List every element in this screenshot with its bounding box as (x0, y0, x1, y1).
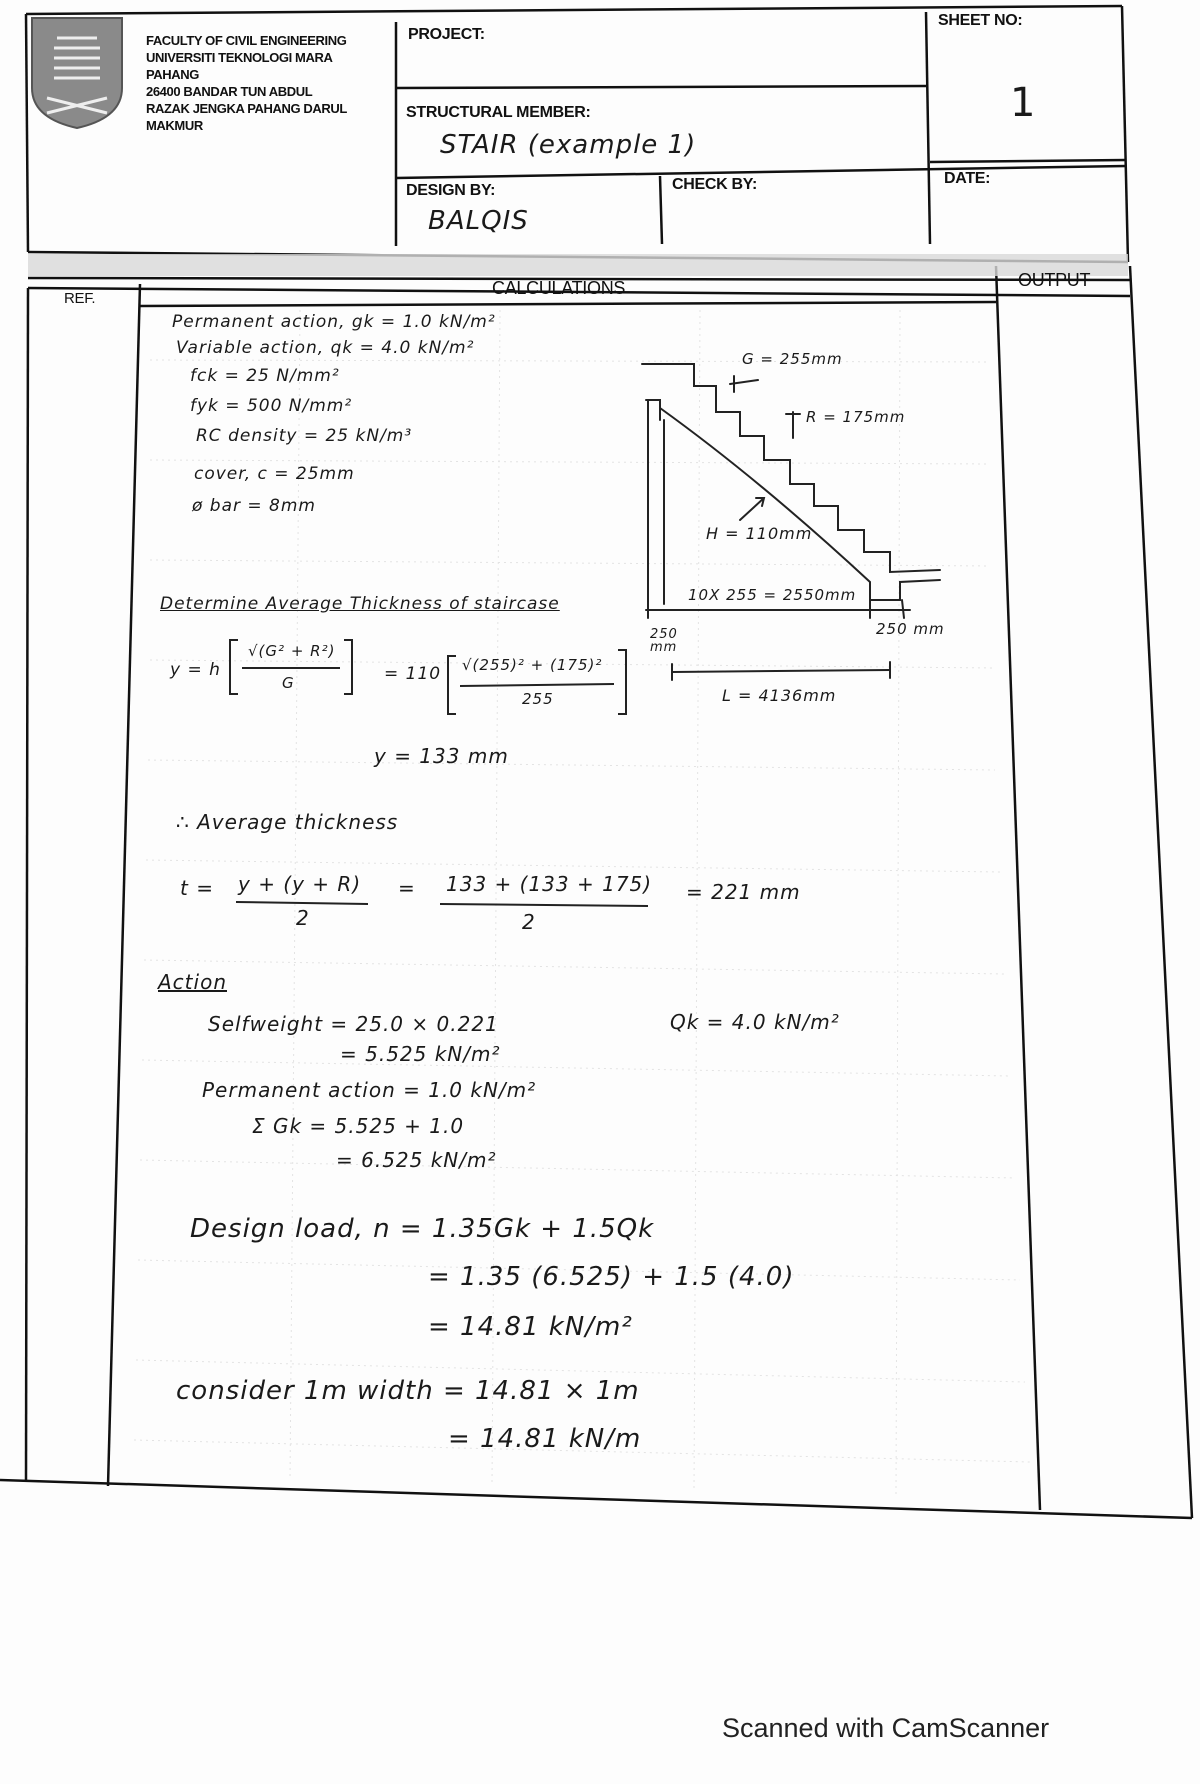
t-result: = 221 mm (686, 880, 801, 904)
y-formula-equals: = 110 (384, 664, 442, 684)
project-label: PROJECT: (408, 26, 485, 43)
ref-column-heading: REF. (64, 290, 96, 307)
y-result: y = 133 mm (374, 744, 509, 768)
structural-member-value: STAIR (example 1) (440, 130, 697, 160)
t-formula-numerator: y + (y + R) (238, 872, 362, 896)
output-column-heading: OUTPUT (1018, 270, 1091, 290)
t-formula-lhs: t = (180, 876, 214, 900)
diagram-left-landing: 250 mm (650, 627, 678, 655)
y-formula-denominator: G (282, 674, 295, 692)
scanner-watermark: Scanned with CamScanner (722, 1713, 1050, 1743)
t-substituted-denominator: 2 (522, 910, 536, 934)
diagram-length: L = 4136mm (722, 686, 837, 705)
y-substituted-denominator: 255 (522, 690, 554, 708)
selfweight-line-1: Selfweight = 25.0 × 0.221 (208, 1012, 499, 1036)
structural-member-label: STRUCTURAL MEMBER: (406, 104, 591, 121)
t-substituted-numerator: 133 + (133 + 175) (446, 872, 653, 896)
input-permanent-action: Permanent action, gk = 1.0 kN/m² (172, 312, 496, 332)
action-heading: Action (158, 970, 227, 994)
t-formula-equals: = (398, 876, 416, 900)
input-bar-diameter: ø bar = 8mm (192, 496, 316, 516)
t-formula-denominator: 2 (296, 906, 310, 930)
y-formula-lhs: y = h (170, 660, 221, 680)
calculations-column-heading: CALCULATIONS (492, 278, 626, 298)
design-load-line-1: Design load, n = 1.35Gk + 1.5Qk (190, 1214, 655, 1244)
sheet-no-value: 1 (1010, 80, 1037, 126)
sum-gk-line-2: = 6.525 kN/m² (336, 1148, 497, 1172)
input-cover: cover, c = 25mm (194, 464, 355, 484)
design-by-label: DESIGN BY: (406, 182, 496, 199)
check-by-label: CHECK BY: (672, 176, 758, 193)
input-rc-density: RC density = 25 kN/m³ (196, 426, 413, 446)
selfweight-line-2: = 5.525 kN/m² (340, 1042, 501, 1066)
width-line-1: consider 1m width = 14.81 × 1m (176, 1376, 640, 1406)
faculty-line: UNIVERSITI TEKNOLOGI MARA (146, 50, 333, 65)
design-load-line-3: = 14.81 kN/m² (428, 1312, 633, 1342)
input-variable-action: Variable action, qk = 4.0 kN/m² (176, 338, 475, 358)
permanent-action-line: Permanent action = 1.0 kN/m² (202, 1078, 537, 1102)
y-substituted-numerator: √(255)² + (175)² (462, 656, 603, 674)
design-by-value: BALQIS (428, 206, 529, 236)
average-thickness-label: ∴ Average thickness (176, 810, 399, 834)
design-load-line-2: = 1.35 (6.525) + 1.5 (4.0) (428, 1262, 795, 1292)
faculty-line: FACULTY OF CIVIL ENGINEERING (146, 33, 347, 48)
diagram-waist: H = 110mm (706, 524, 813, 543)
y-formula-numerator: √(G² + R²) (248, 642, 336, 660)
faculty-line: RAZAK JENGKA PAHANG DARUL (146, 101, 347, 116)
average-thickness-heading: Determine Average Thickness of staircase (160, 594, 560, 614)
diagram-span-steps: 10X 255 = 2550mm (688, 586, 857, 604)
faculty-line: 26400 BANDAR TUN ABDUL (146, 84, 313, 99)
faculty-line: PAHANG (146, 67, 199, 82)
diagram-riser: R = 175mm (806, 408, 906, 426)
diagram-going: G = 255mm (742, 350, 843, 368)
sheet-no-label: SHEET NO: (938, 12, 1023, 29)
faculty-line: MAKMUR (146, 118, 203, 133)
sum-gk-line-1: Σ Gk = 5.525 + 1.0 (252, 1114, 465, 1138)
input-fck: fck = 25 N/mm² (190, 366, 340, 386)
input-fyk: fyk = 500 N/mm² (190, 396, 353, 416)
width-line-2: = 14.81 kN/m (448, 1424, 642, 1454)
diagram-right-landing: 250 mm (876, 620, 945, 638)
variable-action-qk: Qk = 4.0 kN/m² (670, 1010, 840, 1034)
date-label: DATE: (944, 170, 991, 187)
